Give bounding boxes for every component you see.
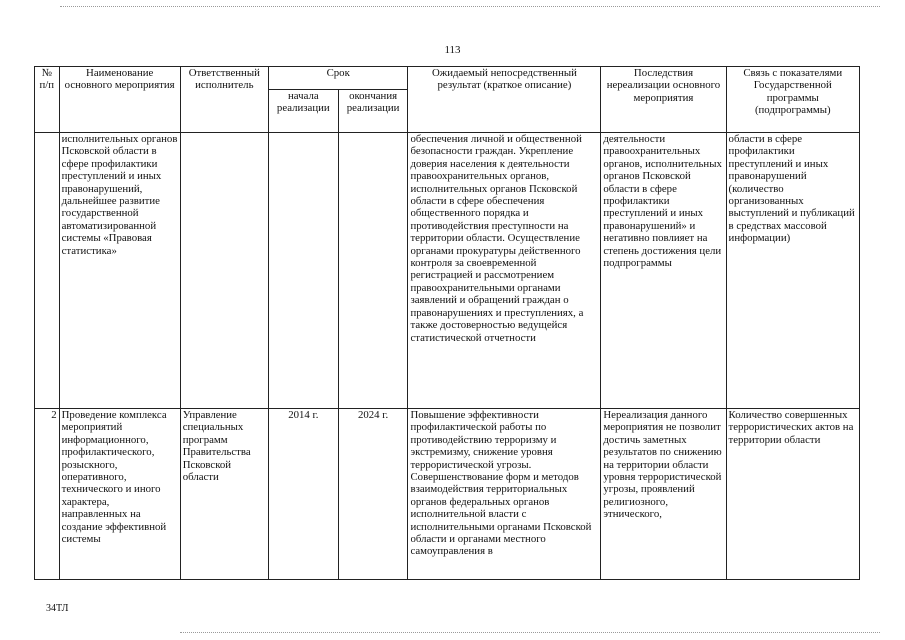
header-responsible: Ответственный исполнитель	[180, 67, 268, 133]
cell-start: 2014 г.	[268, 409, 338, 580]
cell-responsible	[180, 133, 268, 409]
cell-start	[268, 133, 338, 409]
cell-num	[35, 133, 60, 409]
scan-edge-top	[60, 6, 880, 7]
header-link: Связь с показателями Государственной программы (подпрограммы)	[726, 67, 859, 133]
activities-table	[34, 66, 860, 580]
cell-end	[338, 133, 408, 409]
table-row	[35, 409, 860, 580]
scan-edge-bottom	[180, 632, 880, 633]
footer-code: 34ТЛ	[46, 603, 69, 614]
table-row	[35, 133, 860, 409]
page-number: 113	[444, 44, 461, 56]
cell-consequences: Нереализация данного мероприятия не позволит достичь заметных результатов по снижению на территории области уровня террористической угрозы, проявлений религиозного, этнического,	[601, 409, 726, 580]
cell-link: области в сфере профилактики преступлений и иных правонарушений (количество организованных выступлений и публикаций в средствах массовой информации)	[726, 133, 859, 409]
cell-name: Проведение комплекса мероприятий информационного, профилактического, розыскного, оперативного, технического и иного характера, направленных на создание эффективной системы	[59, 409, 180, 580]
header-term-start: начала реализации	[268, 90, 338, 133]
cell-num: 2	[35, 409, 60, 580]
cell-expected: Повышение эффективности профилактической работы по противодействию терроризму и экстремизму, снижение уровня террористической угрозы. Совершенствование форм и методов взаимодействия территориальных органов федеральных органов исполнительной власти с исполнительными органами Псковской области и органами местного самоуправления в	[408, 409, 601, 580]
header-expected: Ожидаемый непосредственный результат (краткое описание)	[408, 67, 601, 133]
cell-end: 2024 г.	[338, 409, 408, 580]
cell-name: исполнительных органов Псковской области в сфере профилактики преступлений и иных правонарушений, дальнейшее развитие государственной автоматизированной системы «Правовая статистика»	[59, 133, 180, 409]
header-term-end: окончания реализации	[338, 90, 408, 133]
header-num: № п/п	[35, 67, 60, 133]
cell-expected: обеспечения личной и общественной безопасности граждан. Укрепление доверия населения к деятельности правоохранительных органов, исполнительных органов Псковской области в сфере обеспечения общественного порядка и противодействия преступности на территории области. Осуществление органами прокуратуры действенного контроля за своевременной регистрацией и рассмотрением правоохранительными органами заявлений и обращений граждан о правонарушениях и преступлениях, а также достоверностью ведущейся статистической отчетности	[408, 133, 601, 409]
cell-link: Количество совершенных террористических актов на территории области	[726, 409, 859, 580]
cell-responsible: Управление специальных программ Правительства Псковской области	[180, 409, 268, 580]
header-name: Наименование основного мероприятия	[59, 67, 180, 133]
header-term: Срок	[268, 67, 408, 90]
cell-consequences: деятельности правоохранительных органов, исполнительных органов Псковской области в сфере профилактики преступлений и иных правонарушений» и негативно повлияет на степень достижения цели подпрограммы	[601, 133, 726, 409]
header-consequences: Последствия нереализации основного мероприятия	[601, 67, 726, 133]
table-header-row	[35, 67, 860, 90]
